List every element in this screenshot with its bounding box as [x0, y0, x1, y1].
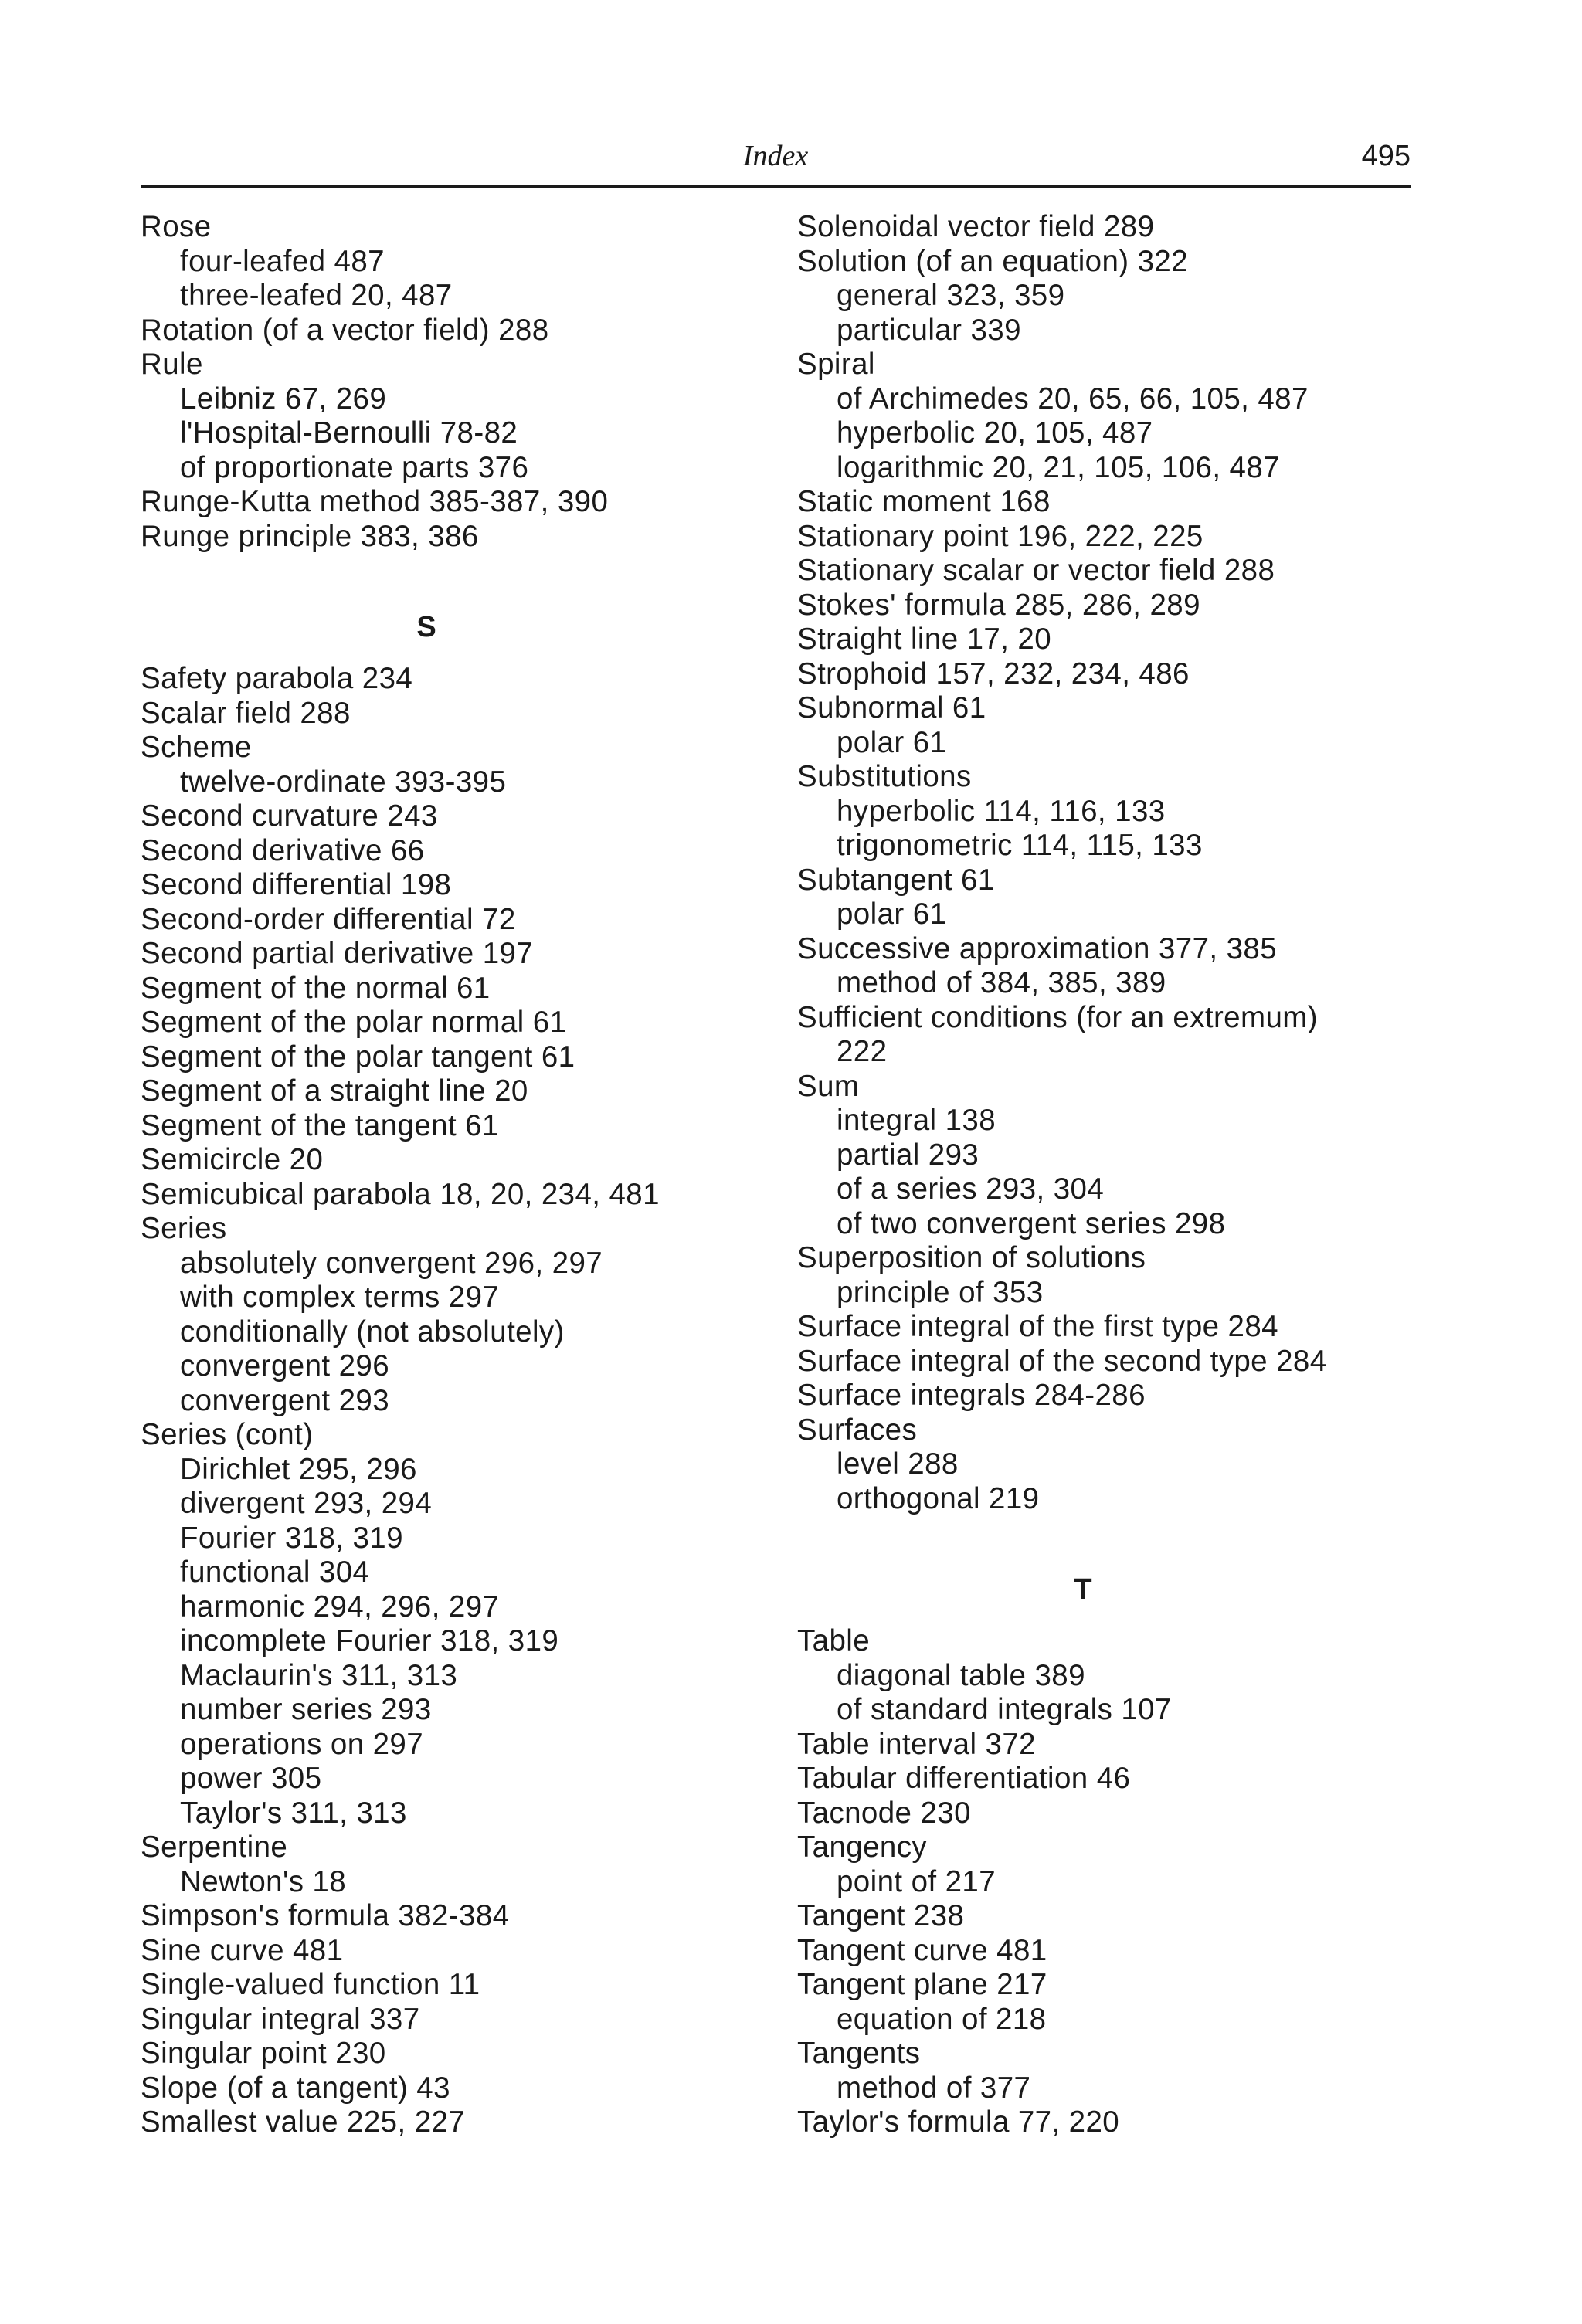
index-entry: Static moment 168 [797, 485, 1051, 518]
index-entry: Segment of the polar tangent 61 [141, 1040, 575, 1074]
index-entry: Surface integral of the second type 284 [797, 1344, 1327, 1378]
index-entry: Tangents [797, 2037, 921, 2070]
index-entry: Spiral [797, 348, 875, 381]
index-subentry: of standard integrals 107 [837, 1693, 1172, 1726]
index-subentry: power 305 [180, 1762, 322, 1795]
index-entry: Subnormal 61 [797, 691, 986, 724]
index-subentry: method of 384, 385, 389 [837, 966, 1166, 999]
index-subentry: method of 377 [837, 2071, 1031, 2105]
index-subentry: point of 217 [837, 1864, 996, 1898]
index-subentry: harmonic 294, 296, 297 [180, 1589, 500, 1623]
index-subentry: functional 304 [180, 1556, 370, 1589]
index-subentry: l'Hospital-Bernoulli 78-82 [180, 416, 518, 450]
index-subentry: partial 293 [837, 1138, 979, 1172]
index-subentry: four-leafed 487 [180, 244, 385, 278]
page-header [141, 137, 1411, 188]
index-entry: Singular integral 337 [141, 2002, 420, 2036]
index-entry: Singular point 230 [141, 2037, 386, 2070]
index-entry: Tangency [797, 1830, 928, 1864]
section-gap [797, 1516, 1415, 1555]
section-gap [141, 554, 759, 592]
index-entry: Second derivative 66 [141, 833, 425, 867]
index-entry: Solution (of an equation) 322 [797, 244, 1189, 278]
index-subentry: integral 138 [837, 1104, 996, 1137]
index-subentry: diagonal table 389 [837, 1658, 1085, 1692]
index-entry: Second partial derivative 197 [141, 937, 534, 970]
index-subentry: 222 [837, 1035, 888, 1068]
index-subentry: hyperbolic 20, 105, 487 [837, 416, 1153, 450]
index-entry: Tangent plane 217 [797, 1968, 1047, 2001]
index-subentry: general 323, 359 [837, 279, 1065, 312]
index-subentry: Fourier 318, 319 [180, 1521, 403, 1555]
index-entry: Runge principle 383, 386 [141, 519, 479, 553]
index-subentry: of proportionate parts 376 [180, 450, 529, 484]
index-subentry: operations on 297 [180, 1727, 424, 1761]
section-letter: T [1074, 1573, 1092, 1606]
index-subentry: twelve-ordinate 393-395 [180, 765, 507, 799]
index-entry: Table interval 372 [797, 1727, 1036, 1761]
index-entry: Second-order differential 72 [141, 902, 516, 936]
index-subentry: Maclaurin's 311, 313 [180, 1658, 458, 1692]
index-subentry: Leibniz 67, 269 [180, 382, 387, 416]
index-subentry: with complex terms 297 [180, 1281, 500, 1314]
index-subentry: convergent 296 [180, 1349, 390, 1383]
index-entry: Segment of a straight line 20 [141, 1074, 528, 1108]
index-subentry: trigonometric 114, 115, 133 [837, 829, 1203, 862]
index-subentry: polar 61 [837, 725, 947, 759]
index-entry: Second curvature 243 [141, 799, 438, 833]
index-column-right [797, 210, 1415, 2140]
index-entry: Series [141, 1212, 227, 1245]
index-subentry: absolutely convergent 296, 297 [180, 1246, 603, 1280]
index-subentry: particular 339 [837, 313, 1021, 347]
index-entry: Surface integrals 284-286 [797, 1379, 1146, 1412]
index-entry: Rotation (of a vector field) 288 [141, 313, 549, 347]
index-entry: Tacnode 230 [797, 1796, 971, 1830]
index-entry: Tabular differentiation 46 [797, 1762, 1131, 1795]
index-entry: Rose [141, 210, 212, 243]
index-entry: Superposition of solutions [797, 1241, 1146, 1274]
index-entry: Runge-Kutta method 385-387, 390 [141, 485, 609, 518]
index-subentry: Taylor's 311, 313 [180, 1796, 407, 1830]
index-entry: Segment of the tangent 61 [141, 1108, 499, 1142]
index-entry: Tangent curve 481 [797, 1933, 1047, 1967]
index-subentry: logarithmic 20, 21, 105, 106, 487 [837, 450, 1280, 484]
index-entry: Second differential 198 [141, 868, 452, 901]
index-column-left [141, 210, 759, 2140]
index-entry: Semicubical parabola 18, 20, 234, 481 [141, 1177, 660, 1211]
index-entry: Taylor's formula 77, 220 [797, 2105, 1120, 2139]
index-subentry: divergent 293, 294 [180, 1487, 433, 1520]
section-letter: S [416, 611, 436, 643]
index-entry: Stokes' formula 285, 286, 289 [797, 588, 1200, 622]
index-subentry: of two convergent series 298 [837, 1206, 1226, 1240]
index-entry: Sum [797, 1069, 860, 1103]
index-entry: Table [797, 1624, 871, 1657]
index-entry: Stationary scalar or vector field 288 [797, 554, 1275, 587]
index-subentry: hyperbolic 114, 116, 133 [837, 794, 1166, 828]
index-entry: Scheme [141, 731, 252, 764]
index-entry: Smallest value 225, 227 [141, 2105, 466, 2139]
index-entry: Straight line 17, 20 [797, 623, 1052, 656]
index-entry: Sufficient conditions (for an extremum) [797, 1000, 1318, 1034]
index-subentry: incomplete Fourier 318, 319 [180, 1624, 559, 1657]
index-entry: Sine curve 481 [141, 1933, 344, 1967]
index-entry: Stationary point 196, 222, 225 [797, 519, 1203, 553]
index-subentry: Newton's 18 [180, 1864, 347, 1898]
index-entry: Solenoidal vector field 289 [797, 210, 1155, 243]
index-entry: Segment of the normal 61 [141, 971, 491, 1005]
index-subentry: of Archimedes 20, 65, 66, 105, 487 [837, 382, 1309, 416]
index-entry: Surfaces [797, 1413, 918, 1447]
index-entry: Series (cont) [141, 1418, 314, 1451]
index-subentry: of a series 293, 304 [837, 1172, 1105, 1206]
index-subentry: three-leafed 20, 487 [180, 279, 453, 312]
index-entry: Semicircle 20 [141, 1143, 324, 1176]
index-entry: Safety parabola 234 [141, 662, 413, 695]
index-entry: Surface integral of the first type 284 [797, 1310, 1278, 1343]
index-subentry: conditionally (not absolutely) [180, 1315, 565, 1349]
index-subentry: level 288 [837, 1447, 959, 1481]
index-subentry: principle of 353 [837, 1275, 1044, 1309]
running-head: Index [742, 140, 809, 172]
index-subentry: polar 61 [837, 897, 947, 931]
index-entry: Strophoid 157, 232, 234, 486 [797, 656, 1190, 690]
index-subentry: number series 293 [180, 1693, 432, 1726]
page-number: 495 [1361, 140, 1411, 172]
index-entry: Single-valued function 11 [141, 1968, 480, 2001]
index-entry: Slope (of a tangent) 43 [141, 2071, 450, 2105]
index-subentry: equation of 218 [837, 2002, 1047, 2036]
index-subentry: orthogonal 219 [837, 1481, 1040, 1515]
index-entry: Substitutions [797, 760, 972, 793]
index-entry: Rule [141, 348, 203, 381]
index-entry: Simpson's formula 382-384 [141, 1899, 510, 1932]
index-entry: Subtangent 61 [797, 863, 995, 897]
index-entry: Scalar field 288 [141, 696, 351, 730]
index-subentry: Dirichlet 295, 296 [180, 1452, 417, 1486]
index-entry: Segment of the polar normal 61 [141, 1006, 567, 1039]
index-entry: Serpentine [141, 1830, 288, 1864]
index-subentry: convergent 293 [180, 1383, 390, 1417]
index-entry: Successive approximation 377, 385 [797, 931, 1278, 965]
index-entry: Tangent 238 [797, 1899, 965, 1932]
